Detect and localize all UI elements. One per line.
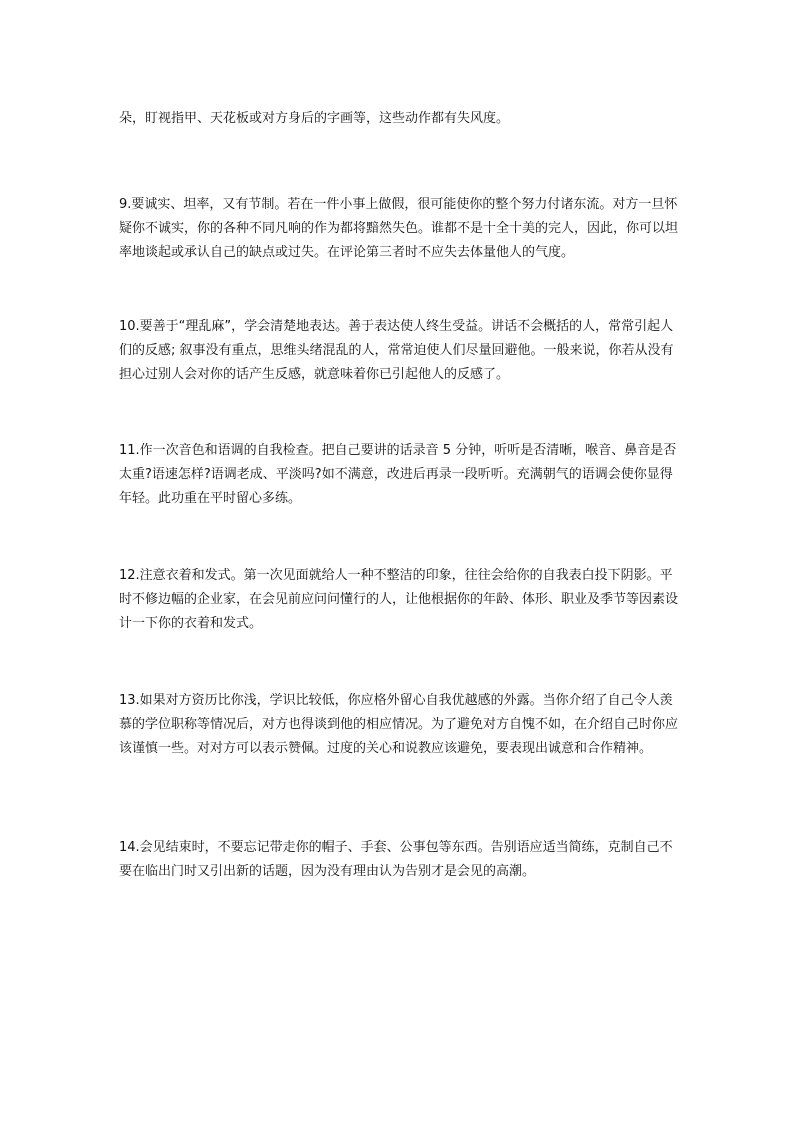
paragraph-item-10: 10.要善于“理乱麻”，学会清楚地表达。善于表达使人终生受益。讲话不会概括的人，常常引起人们的反感; 叙事没有重点，思维头绪混乱的人，常常迫使人们尽量回避他。一般来说，你若从没有担心过别人会对你的话产生反感，就意味着你已引起他人的反感了。 [119, 319, 674, 382]
paragraph-item-13: 13.如果对方资历比你浅，学识比较低，你应格外留心自我优越感的外露。当你介绍了自己令人羡慕的学位职称等情况后，对方也得谈到他的相应情况。为了避免对方自愧不如，在介绍自己时你应该谨慎一些。对对方可以表示赞佩。过度的关心和说教应该避免，要表现出诚意和合作精神。 [119, 693, 679, 756]
paragraph-item-11: 11.作一次音色和语调的自我检查。把自己要讲的话录音 5 分钟，听听是否清晰，喉音、鼻音是否太重?语速怎样?语调老成、平淡吗?如不满意，改进后再录一段听听。充满朝气的语调会使你显得年轻。此功重在平时留心多练。 [119, 443, 677, 506]
paragraph-item-9: 9.要诚实、坦率，又有节制。若在一件小事上做假，很可能使你的整个努力付诸东流。对方一旦怀疑你不诚实，你的各种不同凡响的作为都将黯然失色。谁都不是十全十美的完人，因此，你可以坦率地谈起或承认自己的缺点或过失。在评论第三者时不应失去体量他人的气度。 [119, 197, 679, 260]
paragraph-continuation: 朵，盯视指甲、天花板或对方身后的字画等，这些动作都有失风度。 [119, 111, 510, 126]
paragraph-item-14: 14.会见结束时，不要忘记带走你的帽子、手套、公事包等东西。告别语应适当简练，克制自己不要在临出门时又引出新的话题，因为没有理由认为告别才是会见的高潮。 [119, 840, 673, 879]
paragraph-item-12: 12.注意衣着和发式。第一次见面就给人一种不整洁的印象，往往会给你的自我表白投下阴影。平时不修边幅的企业家，在会见前应问问懂行的人，让他根据你的年龄、体形、职业及季节等因素设计一下你的衣着和发式。 [119, 568, 679, 631]
